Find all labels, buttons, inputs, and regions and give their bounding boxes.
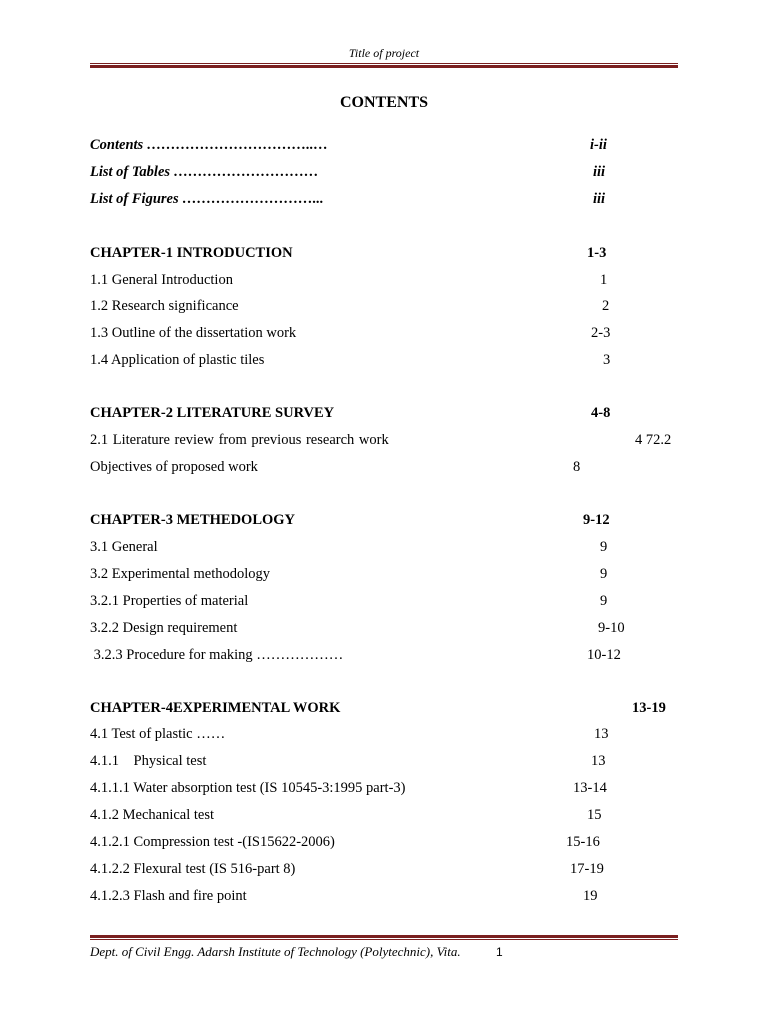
page-header-title: Title of project (348, 46, 420, 60)
toc-entry-title: 3.2.3 Procedure for making ……………… (90, 647, 344, 663)
toc-entry-page: 2 (602, 298, 610, 314)
toc-entry-title: 3.2.1 Properties of material (90, 593, 249, 609)
toc-entry-page: 9-10 (598, 620, 625, 636)
toc-entry-title: 1.2 Research significance (90, 298, 239, 314)
toc-entry-title: 1.4 Application of plastic tiles (90, 352, 265, 368)
toc-entry-title: 4.1.2.2 Flexural test (IS 516-part 8) (90, 861, 296, 877)
toc-entry-page: 13-14 (573, 780, 607, 796)
toc-entry-page: 1 (600, 272, 608, 288)
toc-entry-page: 9 (600, 566, 608, 582)
toc-entry-page: iii (593, 191, 606, 207)
toc-entry-title: 3.2 Experimental methodology (90, 566, 271, 582)
toc-chapter-page: 13-19 (632, 700, 666, 716)
toc-entry-page: 9 (600, 593, 608, 609)
toc-entry-page: 13 (591, 753, 606, 769)
toc-entry-page: 9 (600, 539, 608, 555)
toc-entry-page: 17-19 (570, 861, 604, 877)
toc-chapter-title: CHAPTER-3 METHEDOLOGY (90, 512, 296, 528)
toc-entry-title: 3.1 General (90, 539, 158, 555)
footer-rule (90, 935, 678, 940)
toc-entry-title: 4.1.2.1 Compression test -(IS15622-2006) (90, 834, 335, 850)
contents-heading: CONTENTS (339, 94, 429, 111)
toc-entry-title: 4.1.1 Physical test (90, 753, 207, 769)
toc-entry-title: 4.1.2.3 Flash and fire point (90, 888, 247, 904)
toc-entry-title: 3.2.2 Design requirement (90, 620, 238, 636)
toc-chapter-title: CHAPTER-1 INTRODUCTION (90, 245, 293, 261)
toc-chapter-title: CHAPTER-2 LITERATURE SURVEY (90, 405, 335, 421)
toc-entry-page: iii (593, 164, 606, 180)
toc-entry-title: 1.3 Outline of the dissertation work (90, 325, 297, 341)
toc-entry-page: 15 (587, 807, 602, 823)
toc-entry-title: Contents ……………………………..… (90, 137, 329, 153)
footer-text: Dept. of Civil Engg. Adarsh Institute of Technology (Polytechnic), Vita. (90, 944, 461, 959)
toc-entry-page: i-ii (590, 137, 607, 153)
toc-entry-title: 4.1.2 Mechanical test (90, 807, 215, 823)
toc-entry-page: 8 (573, 459, 581, 475)
toc-entry-page: 3 (603, 352, 611, 368)
toc-chapter-page: 1-3 (587, 245, 607, 261)
toc-entry-title: 4.1 Test of plastic …… (90, 726, 226, 742)
toc-entry-page: 15-16 (566, 834, 600, 850)
toc-chapter-page: 9-12 (583, 512, 610, 528)
toc-chapter-page: 4-8 (591, 405, 611, 421)
toc-entry-title: 2.1 Literature review from previous research work (90, 432, 389, 448)
toc-entry-title: List of Figures ………………………... (90, 191, 324, 207)
toc-entry-page: 2-3 (591, 325, 611, 341)
toc-entry-page: 19 (583, 888, 598, 904)
toc-entry-page: 13 (594, 726, 609, 742)
header-rule (90, 63, 678, 68)
page-number: 1 (496, 945, 503, 959)
toc-chapter-title: CHAPTER-4EXPERIMENTAL WORK (90, 700, 341, 716)
toc-entry-title: List of Tables ………………………… (90, 164, 319, 180)
toc-entry-title: 1.1 General Introduction (90, 272, 233, 288)
toc-entry-page: 10-12 (587, 647, 621, 663)
toc-entry-page: 4 72.2 (635, 432, 672, 448)
toc-entry-title: 4.1.1.1 Water absorption test (IS 10545-3:1995 part-3) (90, 780, 406, 796)
toc-entry-title: Objectives of proposed work (90, 459, 258, 475)
